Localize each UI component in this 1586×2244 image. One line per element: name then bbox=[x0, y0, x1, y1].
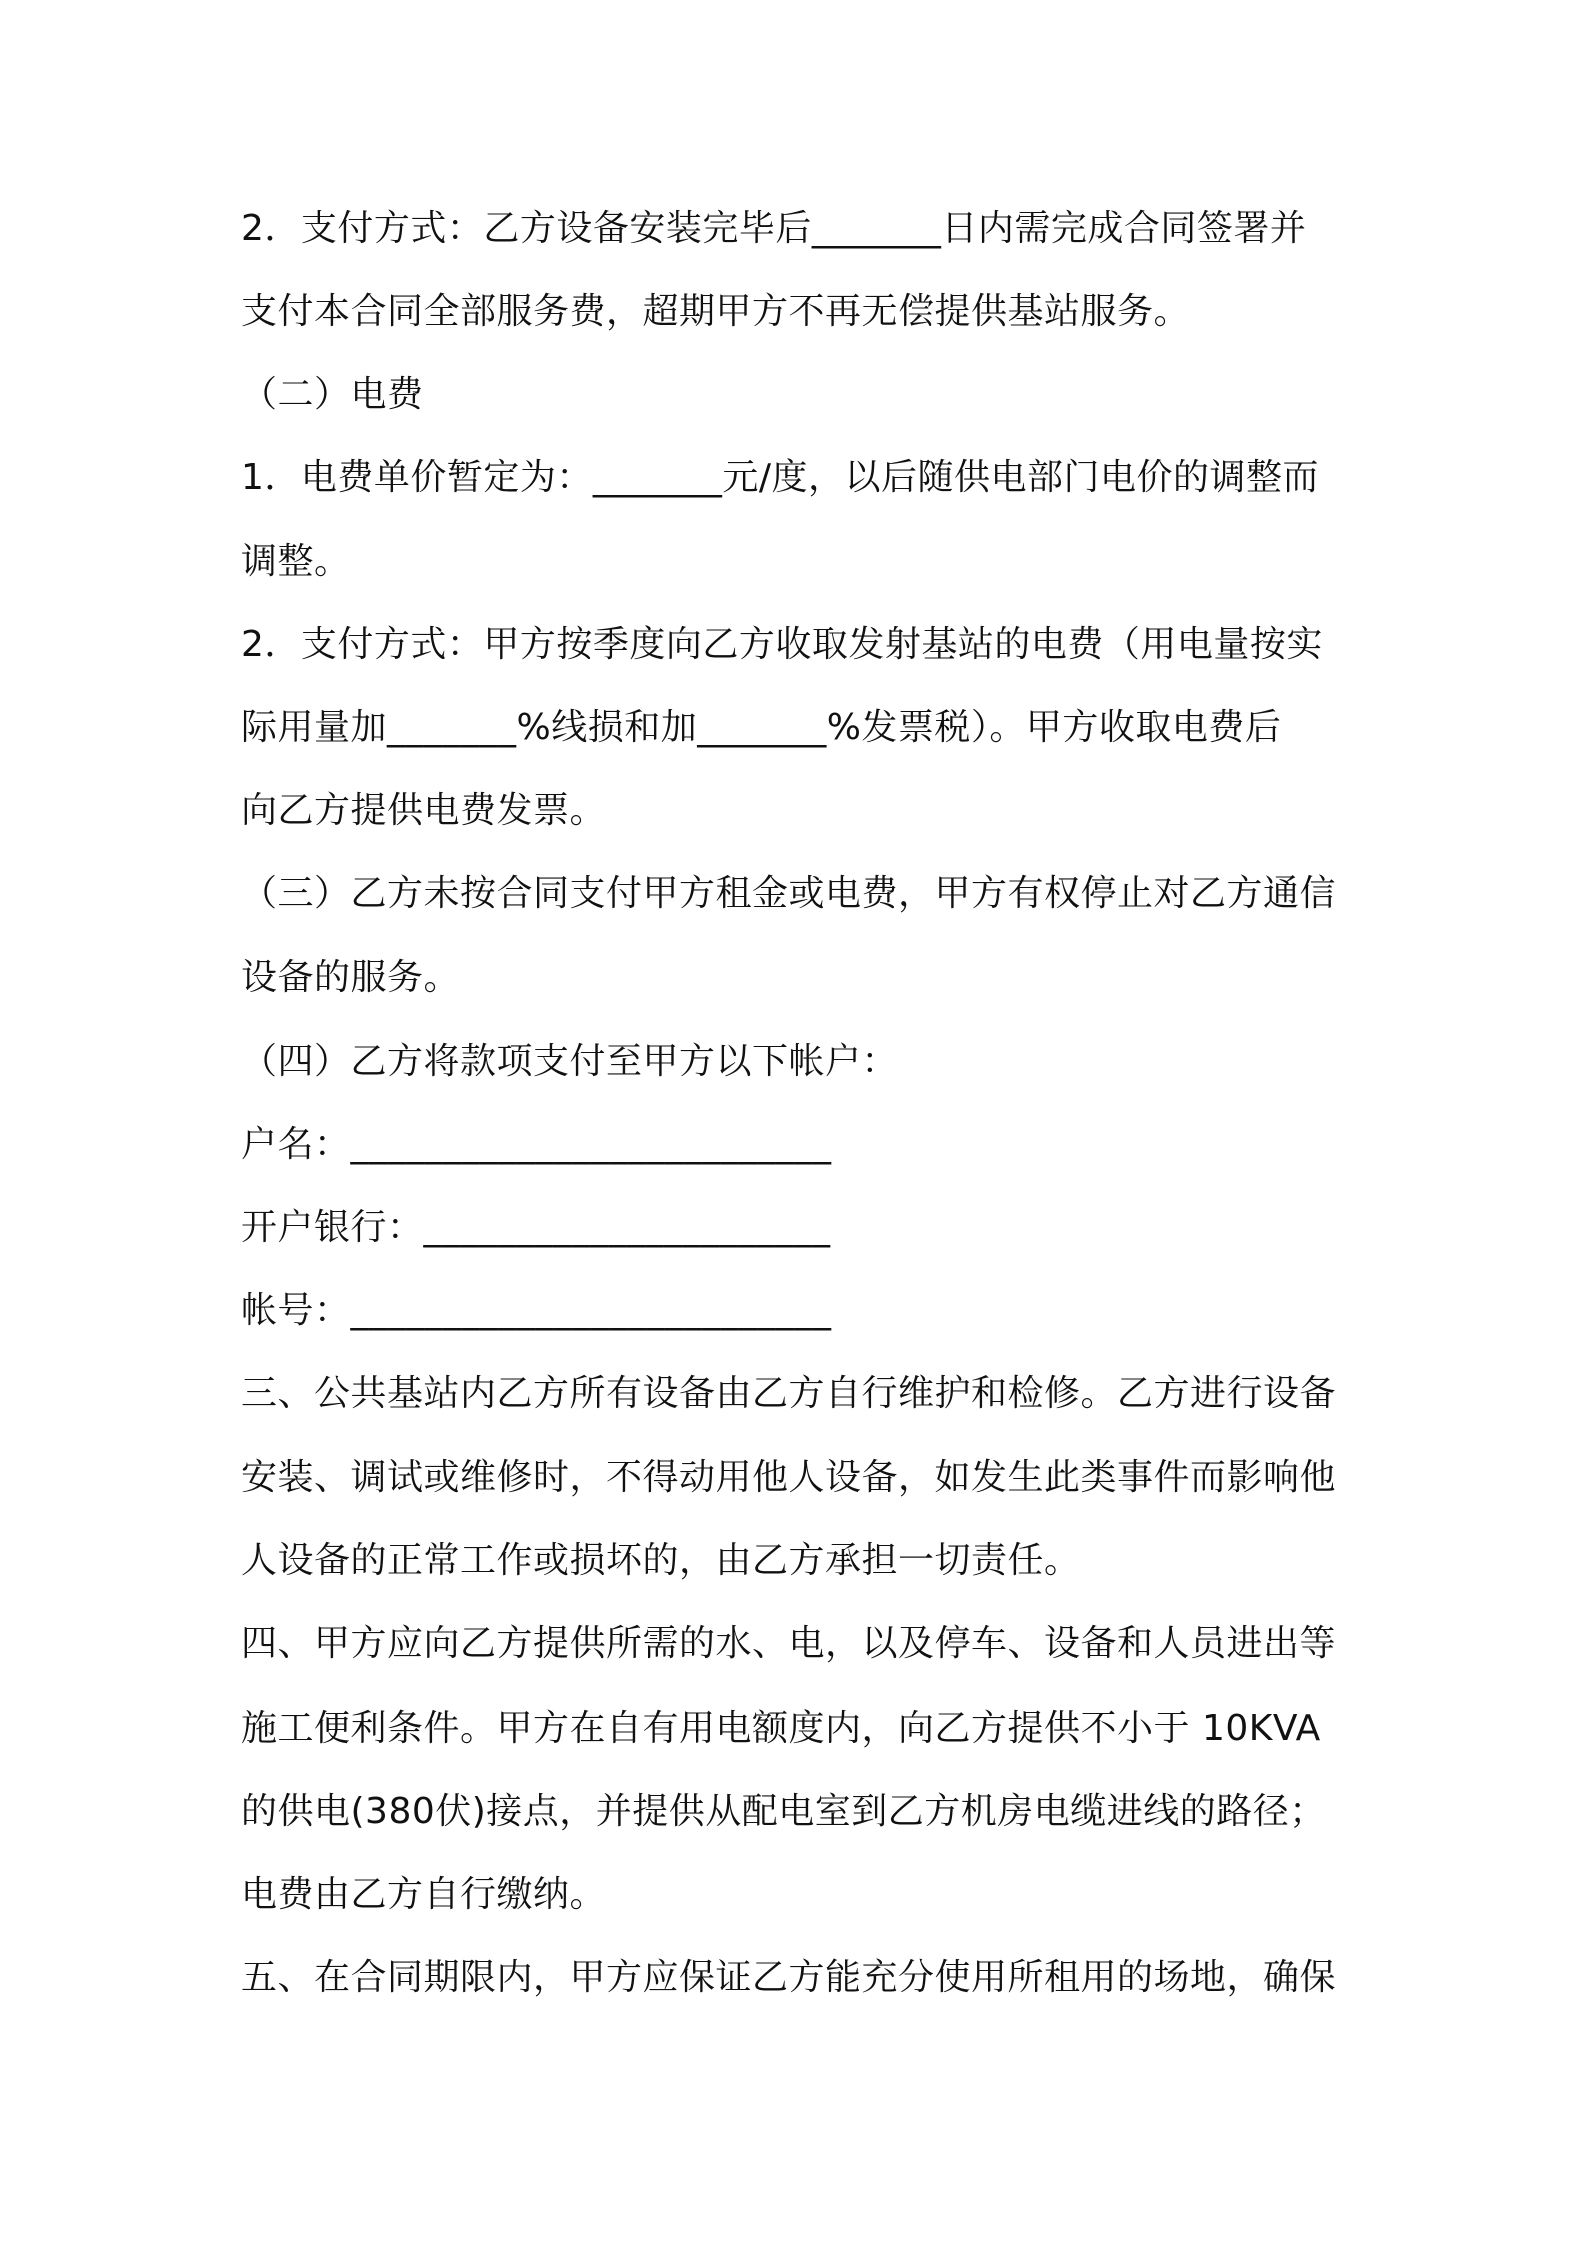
text-line: 安装、调试或维修时，不得动用他人设备，如发生此类事件而影响他 bbox=[241, 1457, 1337, 1498]
text-line: 施工便利条件。甲方在自有用电额度内，向乙方提供不小于 10KVA bbox=[241, 1708, 1321, 1749]
account-number-field: 帐号：__________________________ bbox=[241, 1290, 832, 1331]
text-line: 2．支付方式：甲方按季度向乙方收取发射基站的电费（用电量按实 bbox=[241, 624, 1323, 665]
text-line: 电费由乙方自行缴纳。 bbox=[241, 1874, 607, 1915]
section-heading: （二）电费 bbox=[241, 374, 424, 415]
text-line: 四、甲方应向乙方提供所需的水、电，以及停车、设备和人员进出等 bbox=[241, 1623, 1337, 1664]
text-line: 向乙方提供电费发票。 bbox=[241, 790, 607, 831]
text-line: 三、公共基站内乙方所有设备由乙方自行维护和检修。乙方进行设备 bbox=[241, 1373, 1337, 1414]
text-line: （三）乙方未按合同支付甲方租金或电费，甲方有权停止对乙方通信 bbox=[241, 873, 1337, 914]
text-line: 的供电(380伏)接点，并提供从配电室到乙方机房电缆进线的路径； bbox=[241, 1791, 1326, 1832]
text-line: 支付本合同全部服务费，超期甲方不再无偿提供基站服务。 bbox=[241, 291, 1191, 332]
text-line: （四）乙方将款项支付至甲方以下帐户： bbox=[241, 1041, 899, 1082]
text-line: 五、在合同期限内，甲方应保证乙方能充分使用所租用的场地，确保 bbox=[241, 1957, 1337, 1998]
bank-name-field: 开户银行：______________________ bbox=[241, 1207, 831, 1248]
text-line: 际用量加_______%线损和加_______%发票税）。甲方收取电费后 bbox=[241, 707, 1282, 748]
text-line: 人设备的正常工作或损坏的，由乙方承担一切责任。 bbox=[241, 1540, 1081, 1581]
text-line: 1．电费单价暂定为：_______元/度，以后随供电部门电价的调整而 bbox=[241, 457, 1320, 498]
text-line: 2．支付方式：乙方设备安装完毕后_______日内需完成合同签署并 bbox=[241, 208, 1307, 249]
text-line: 设备的服务。 bbox=[241, 957, 461, 998]
account-name-field: 户名：__________________________ bbox=[241, 1124, 832, 1165]
text-line: 调整。 bbox=[241, 541, 351, 582]
